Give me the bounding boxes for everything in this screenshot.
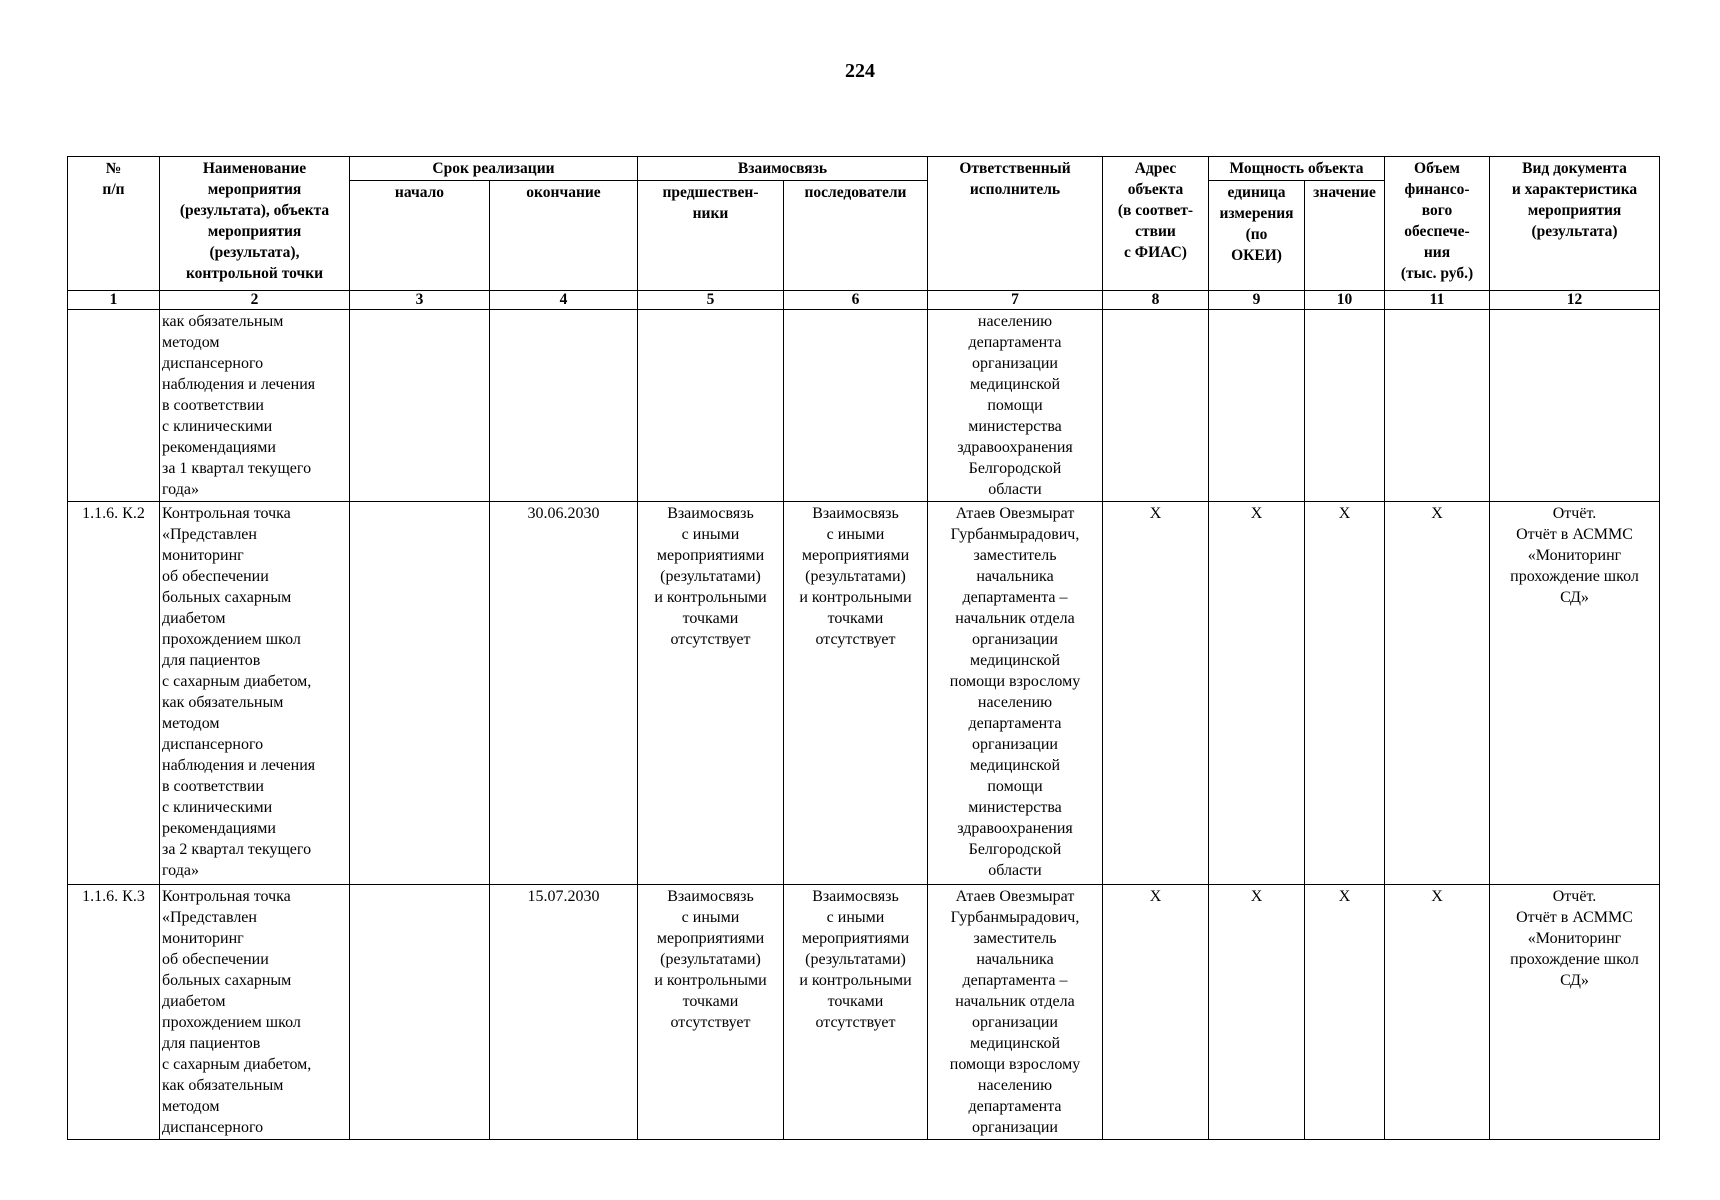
header-address: Адрес объекта (в соответ- ствии с ФИАС)	[1103, 157, 1209, 291]
row-address	[1103, 310, 1209, 502]
row-value: X	[1305, 885, 1385, 1140]
header-link-next: последователи	[784, 181, 928, 291]
row-unit: X	[1209, 885, 1305, 1140]
row-unit: X	[1209, 502, 1305, 885]
row-responsible: населению департамента организации медицинской помощи министерства здравоохранения Белгородской области	[928, 310, 1103, 502]
column-number: 9	[1209, 291, 1305, 310]
row-responsible: Атаев Овезмырат Гурбанмырадович, заместитель начальника департамента – начальник отдела организации медицинской помощи взрослому населению департамента организации	[928, 885, 1103, 1140]
column-number: 2	[160, 291, 350, 310]
row-prev	[638, 310, 784, 502]
row-end	[490, 310, 638, 502]
column-number: 7	[928, 291, 1103, 310]
header-num: № п/п	[68, 157, 160, 291]
row-prev: Взаимосвязь с иными мероприятиями (результатами) и контрольными точками отсутствует	[638, 885, 784, 1140]
header-name: Наименование мероприятия (результата), объекта мероприятия (результата), контрольной точки	[160, 157, 350, 291]
row-value	[1305, 310, 1385, 502]
row-start	[350, 885, 490, 1140]
activities-table	[67, 156, 1660, 1140]
column-number: 11	[1385, 291, 1490, 310]
column-number: 1	[68, 291, 160, 310]
row-address: X	[1103, 885, 1209, 1140]
row-doc: Отчёт. Отчёт в АСММС «Мониторинг прохождение школ СД»	[1490, 885, 1660, 1140]
header-link: Взаимосвязь	[638, 157, 928, 181]
row-num: 1.1.6. К.3	[68, 885, 160, 1140]
row-next: Взаимосвязь с иными мероприятиями (результатами) и контрольными точками отсутствует	[784, 885, 928, 1140]
row-end: 30.06.2030	[490, 502, 638, 885]
column-number: 10	[1305, 291, 1385, 310]
row-responsible: Атаев Овезмырат Гурбанмырадович, заместитель начальника департамента – начальник отдела организации медицинской помощи взрослому населению департамента организации медицинской помощи министерства здравоохранения Белгородской области	[928, 502, 1103, 885]
header-capacity: Мощность объекта	[1209, 157, 1385, 181]
row-finance: X	[1385, 885, 1490, 1140]
table-row	[68, 310, 1660, 502]
row-next	[784, 310, 928, 502]
column-number: 4	[490, 291, 638, 310]
row-value: X	[1305, 502, 1385, 885]
row-start	[350, 310, 490, 502]
column-number: 5	[638, 291, 784, 310]
header-term-end: окончание	[490, 181, 638, 291]
row-name: Контрольная точка «Представлен мониторинг об обеспечении больных сахарным диабетом прохождением школ для пациентов с сахарным диабетом, как обязательным методом диспансерного наблюдения и лечения в соответствии с клиническими рекомендациями за 2 квартал текущего года»	[160, 502, 350, 885]
row-end: 15.07.2030	[490, 885, 638, 1140]
header-link-prev: предшествен- ники	[638, 181, 784, 291]
column-number: 3	[350, 291, 490, 310]
table-row	[68, 502, 1660, 885]
row-name: Контрольная точка «Представлен мониторинг об обеспечении больных сахарным диабетом прохождением школ для пациентов с сахарным диабетом, как обязательным методом диспансерного	[160, 885, 350, 1140]
header-finance: Объем финансо- вого обеспече- ния (тыс. руб.)	[1385, 157, 1490, 291]
header-doc: Вид документа и характеристика мероприятия (результата)	[1490, 157, 1660, 291]
page-number: 224	[845, 60, 875, 82]
row-unit	[1209, 310, 1305, 502]
table-row	[68, 885, 1660, 1140]
column-number: 6	[784, 291, 928, 310]
row-num: 1.1.6. К.2	[68, 502, 160, 885]
header-capacity-value: значение	[1305, 181, 1385, 291]
row-finance: X	[1385, 502, 1490, 885]
column-number: 8	[1103, 291, 1209, 310]
row-finance	[1385, 310, 1490, 502]
row-doc	[1490, 310, 1660, 502]
header-capacity-unit: единица измерения (по ОКЕИ)	[1209, 181, 1305, 291]
row-num	[68, 310, 160, 502]
header-term-start: начало	[350, 181, 490, 291]
row-address: X	[1103, 502, 1209, 885]
row-prev: Взаимосвязь с иными мероприятиями (результатами) и контрольными точками отсутствует	[638, 502, 784, 885]
row-start	[350, 502, 490, 885]
header-term: Срок реализации	[350, 157, 638, 181]
column-number: 12	[1490, 291, 1660, 310]
row-name: как обязательным методом диспансерного наблюдения и лечения в соответствии с клиническими рекомендациями за 1 квартал текущего года»	[160, 310, 350, 502]
row-next: Взаимосвязь с иными мероприятиями (результатами) и контрольными точками отсутствует	[784, 502, 928, 885]
row-doc: Отчёт. Отчёт в АСММС «Мониторинг прохождение школ СД»	[1490, 502, 1660, 885]
header-responsible: Ответственный исполнитель	[928, 157, 1103, 291]
